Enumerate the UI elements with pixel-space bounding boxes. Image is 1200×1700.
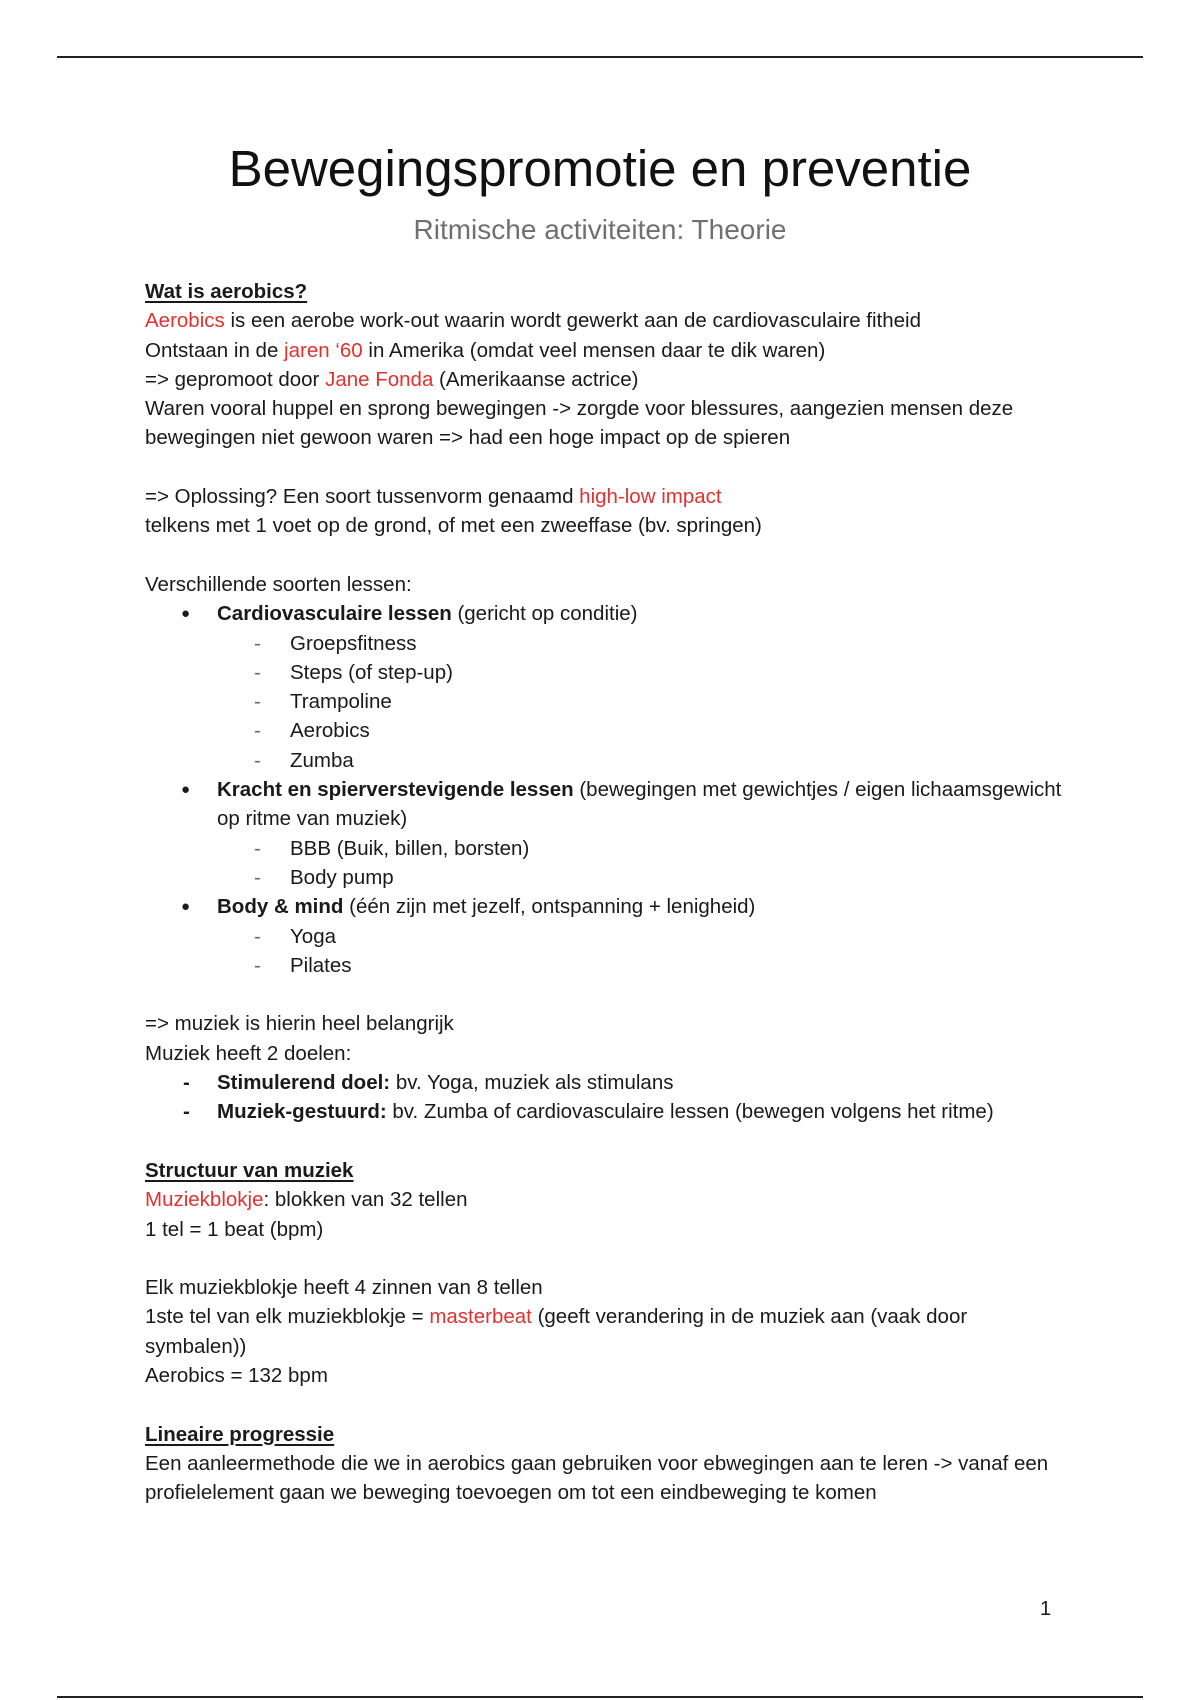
text: : blokken van 32 tellen — [263, 1188, 468, 1212]
list-item — [145, 775, 1065, 892]
section-heading-progression: Lineaire progressie — [145, 1422, 335, 1446]
goal-desc: bv. Yoga, muziek als stimulans — [390, 1071, 674, 1095]
spacer — [145, 1390, 1065, 1419]
spacer — [145, 980, 1065, 1009]
paragraph-line — [145, 365, 1065, 394]
music-goals-list — [145, 1068, 1065, 1127]
section-heading-aerobics: Wat is aerobics? — [145, 280, 308, 303]
footer-rule — [57, 1696, 1143, 1698]
list-item: - Steps (of step-up) — [145, 658, 1065, 687]
list-item: - Trampoline — [145, 687, 1065, 716]
goal-name: Muziek-gestuurd: — [217, 1100, 387, 1124]
list-item — [145, 1097, 1065, 1126]
highlight-term: Muziekblokje — [145, 1188, 264, 1212]
list-item: - BBB (Buik, billen, borsten) — [145, 834, 1065, 863]
highlight-term: Aerobics — [145, 309, 225, 333]
paragraph-line — [145, 306, 1065, 335]
list-item — [145, 599, 1065, 775]
spacer — [145, 1127, 1065, 1156]
paragraph-line — [145, 482, 1065, 511]
lesson-desc: (bewegingen met gewichtjes / eigen lichaamsgewicht op ritme van muziek) — [217, 778, 1062, 831]
text: (Amerikaanse actrice) — [433, 367, 639, 391]
spacer — [145, 453, 1065, 482]
list-item: - Body pump — [145, 863, 1065, 892]
paragraph-line: Een aanleermethode die we in aerobics gaan gebruiken voor ebwegingen aan te leren -> vanaf een profielelement gaan we beweging toevoegen om tot een eindbeweging te komen — [145, 1451, 1049, 1505]
spacer — [145, 541, 1065, 570]
highlight-term: high-low impact — [579, 485, 722, 509]
text: in Amerika (omdat veel mensen daar te dik waren) — [362, 338, 826, 362]
paragraph-line: Aerobics = 132 bpm — [145, 1363, 328, 1387]
text: is een aerobe work-out waarin wordt gewerkt aan de cardiovasculaire fitheid — [224, 309, 921, 333]
list-item — [145, 892, 1065, 980]
lesson-name: Cardiovasculaire lessen — [217, 602, 452, 626]
paragraph-line: telkens met 1 voet op de grond, of met een zweeffase (bv. springen) — [145, 514, 762, 538]
paragraph-line: Waren vooral huppel en sprong bewegingen -> zorgde voor blessures, aangezien mensen deze bewegingen niet gewoon waren => had een hoge impact op de spieren — [145, 397, 1014, 450]
lesson-name: Kracht en spierverstevigende lessen — [217, 778, 574, 802]
paragraph-line: Verschillende soorten lessen: — [145, 572, 412, 596]
goal-desc: bv. Zumba of cardiovasculaire lessen (bewegen volgens het ritme) — [386, 1100, 994, 1124]
paragraph-line: => muziek is hierin heel belangrijk — [145, 1012, 454, 1036]
sub-list — [217, 922, 1065, 981]
page-title: Bewegingspromotie en preventie — [228, 140, 972, 197]
paragraph-line — [145, 1302, 1065, 1361]
paragraph-line: Elk muziekblokje heeft 4 zinnen van 8 tellen — [145, 1276, 543, 1300]
text: 1ste tel van elk muziekblokje = — [145, 1305, 430, 1329]
spacer — [145, 1244, 1065, 1273]
list-item: - Pilates — [145, 951, 1065, 980]
document-body — [145, 277, 1065, 1507]
highlight-term: masterbeat — [429, 1305, 532, 1329]
list-item: - Groepsfitness — [145, 629, 1065, 658]
sub-list — [217, 629, 1065, 775]
paragraph-line: 1 tel = 1 beat (bpm) — [145, 1217, 324, 1241]
text: => Oplossing? Een soort tussenvorm genaamd — [145, 485, 580, 509]
highlight-term: jaren ‘60 — [284, 338, 363, 362]
text: => gepromoot door — [145, 367, 326, 391]
text: (geeft verandering in de muziek aan (vaak door symbalen)) — [145, 1305, 968, 1358]
paragraph-line — [145, 1185, 1065, 1214]
paragraph-line: Muziek heeft 2 doelen: — [145, 1041, 352, 1065]
paragraph-line — [145, 336, 1065, 365]
lesson-desc: (één zijn met jezelf, ontspanning + lenigheid) — [343, 895, 756, 919]
text: Ontstaan in de — [145, 338, 285, 362]
lesson-types-list — [145, 599, 1065, 980]
lesson-desc: (gericht op conditie) — [451, 602, 638, 626]
section-heading-structure: Structuur van muziek — [145, 1158, 354, 1182]
page-number: 1 — [1040, 1598, 1052, 1620]
header-rule — [57, 56, 1143, 58]
list-item: - Yoga — [145, 922, 1065, 951]
page-subtitle: Ritmische activiteiten: Theorie — [413, 214, 787, 245]
list-item: - Aerobics — [145, 716, 1065, 745]
goal-name: Stimulerend doel: — [217, 1071, 391, 1095]
highlight-term: Jane Fonda — [325, 367, 434, 391]
list-item — [145, 1068, 1065, 1097]
list-item: - Zumba — [145, 746, 1065, 775]
lesson-name: Body & mind — [217, 895, 344, 919]
sub-list — [217, 834, 1065, 893]
